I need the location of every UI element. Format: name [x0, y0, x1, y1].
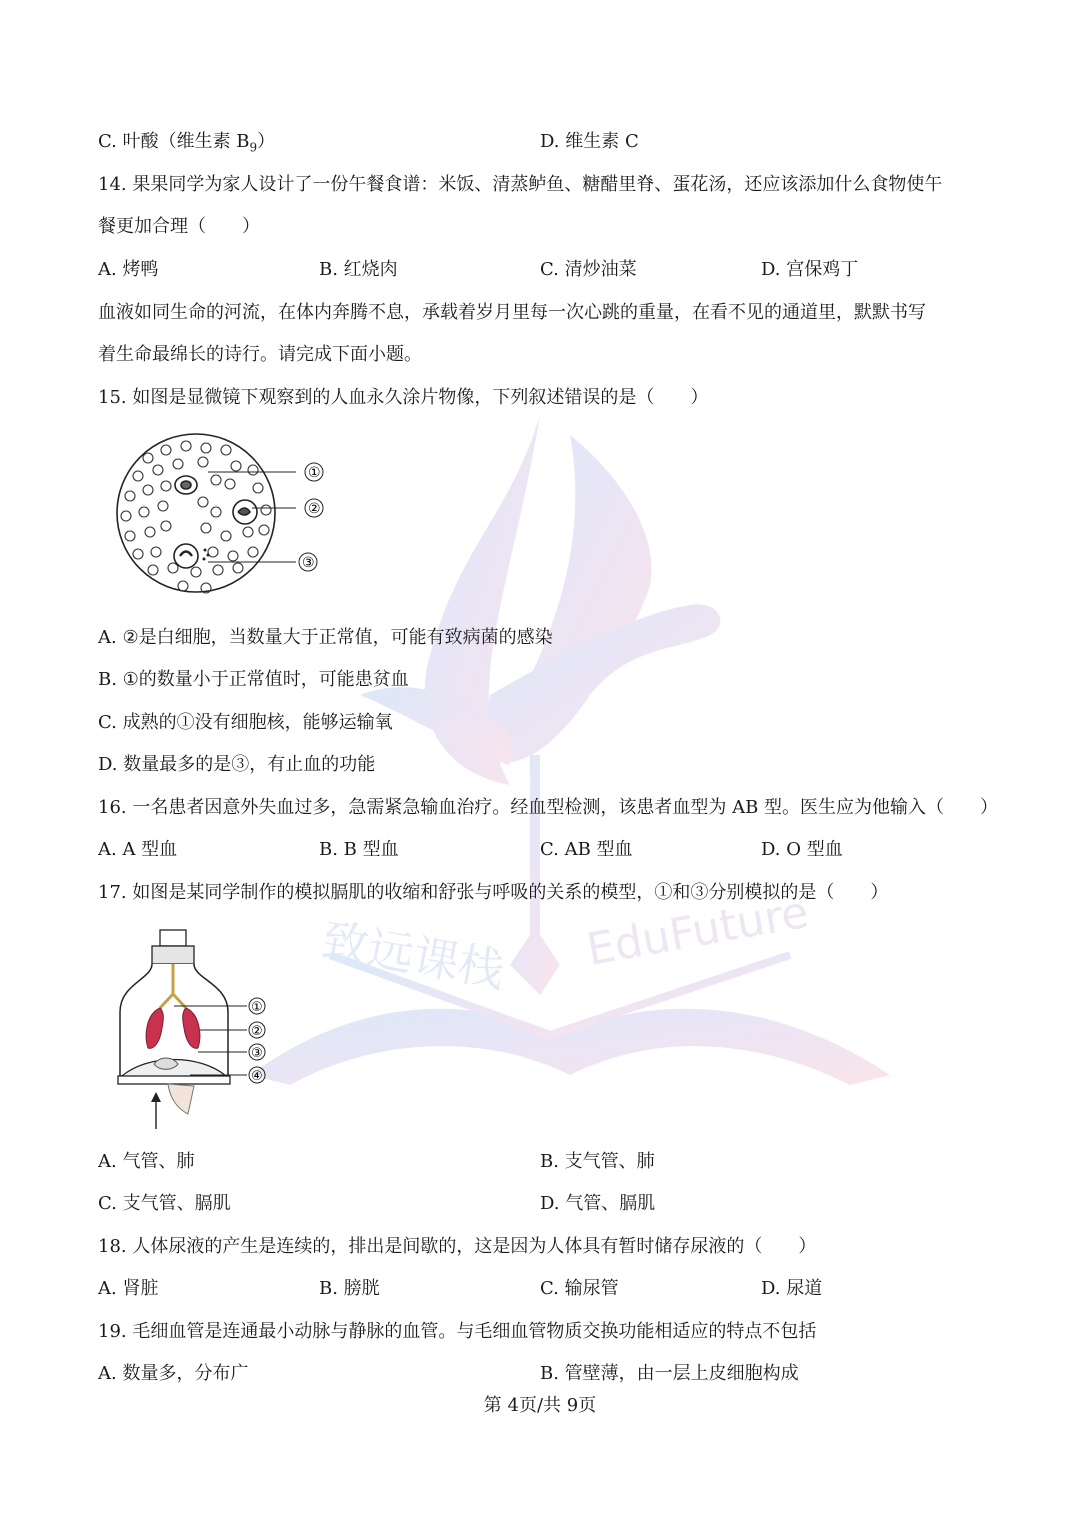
- q16-option-c: C. AB 型血: [540, 839, 633, 860]
- q16-stem: 16. 一名患者因意外失血过多，急需紧急输血治疗。经血型检测，该患者血型为 AB 型。医生应为他输入（ ）: [98, 797, 999, 818]
- q15-option-c: C. 成熟的①没有细胞核，能够运输氧: [98, 712, 393, 733]
- q18-stem: 18. 人体尿液的产生是连续的，排出是间歇的，这是因为人体具有暂时储存尿液的（ ）: [98, 1236, 817, 1257]
- q13-option-d: D. 维生素 C: [540, 131, 639, 152]
- q18-option-c: C. 输尿管: [540, 1278, 619, 1299]
- model-label-2: ②: [251, 1024, 263, 1039]
- q16-option-a: A. A 型血: [98, 839, 178, 860]
- q15-option-d: D. 数量最多的是③，有止血的功能: [98, 754, 376, 775]
- watermark-text-cn: 致远课栈: [318, 912, 509, 998]
- q17-option-a: A. 气管、肺: [98, 1151, 195, 1172]
- q17-option-b: B. 支气管、肺: [540, 1151, 655, 1172]
- model-label-3: ③: [251, 1046, 263, 1061]
- model-label-1: ①: [251, 1000, 263, 1015]
- q14-stem-line1: 14. 果果同学为家人设计了一份午餐食谱：米饭、清蒸鲈鱼、糖醋里脊、蛋花汤，还应该添加什么食物使午: [98, 174, 943, 195]
- q14-option-a: A. 烤鸭: [98, 259, 159, 280]
- q18-option-a: A. 肾脏: [98, 1278, 159, 1299]
- q16-option-d: D. O 型血: [761, 839, 843, 860]
- diaphragm-model-figure: [108, 924, 288, 1134]
- q17-option-c: C. 支气管、膈肌: [98, 1193, 231, 1214]
- q18-option-b: B. 膀胱: [319, 1278, 380, 1299]
- intro-line2: 着生命最绵长的诗行。请完成下面小题。: [98, 344, 422, 365]
- q19-option-a: A. 数量多，分布广: [98, 1363, 249, 1384]
- watermark-text-en: EduFuture: [583, 886, 813, 976]
- q15-stem: 15. 如图是显微镜下观察到的人血永久涂片物像，下列叙述错误的是（ ）: [98, 387, 709, 408]
- q15-option-a: A. ②是白细胞，当数量大于正常值，可能有致病菌的感染: [98, 627, 553, 648]
- q19-stem: 19. 毛细血管是连通最小动脉与静脉的血管。与毛细血管物质交换功能相适应的特点不包括: [98, 1321, 817, 1342]
- q14-option-b: B. 红烧肉: [319, 259, 398, 280]
- q19-option-b: B. 管壁薄，由一层上皮细胞构成: [540, 1363, 799, 1384]
- q13-option-c: C. 叶酸（维生素 $B_9$）: [98, 131, 276, 155]
- q17-stem: 17. 如图是某同学制作的模拟膈肌的收缩和舒张与呼吸的关系的模型，①和③分别模拟的是（ ）: [98, 882, 889, 903]
- intro-line1: 血液如同生命的河流，在体内奔腾不息，承载着岁月里每一次心跳的重量，在看不见的通道里，默默书写: [98, 302, 926, 323]
- smear-label-2: ②: [308, 501, 321, 517]
- q17-option-d: D. 气管、膈肌: [540, 1193, 656, 1214]
- blood-smear-figure: [108, 428, 338, 598]
- q16-option-b: B. B 型血: [319, 839, 399, 860]
- smear-label-1: ①: [308, 465, 321, 481]
- smear-label-3: ③: [302, 555, 315, 571]
- q18-option-d: D. 尿道: [761, 1278, 823, 1299]
- q14-stem-line2: 餐更加合理（ ）: [98, 216, 260, 237]
- q15-option-b: B. ①的数量小于正常值时，可能患贫血: [98, 669, 409, 690]
- page-footer: 第 4页/共 9页: [483, 1395, 597, 1416]
- q14-option-c: C. 清炒油菜: [540, 259, 637, 280]
- model-label-4: ④: [251, 1069, 263, 1084]
- q14-option-d: D. 宫保鸡丁: [761, 259, 859, 280]
